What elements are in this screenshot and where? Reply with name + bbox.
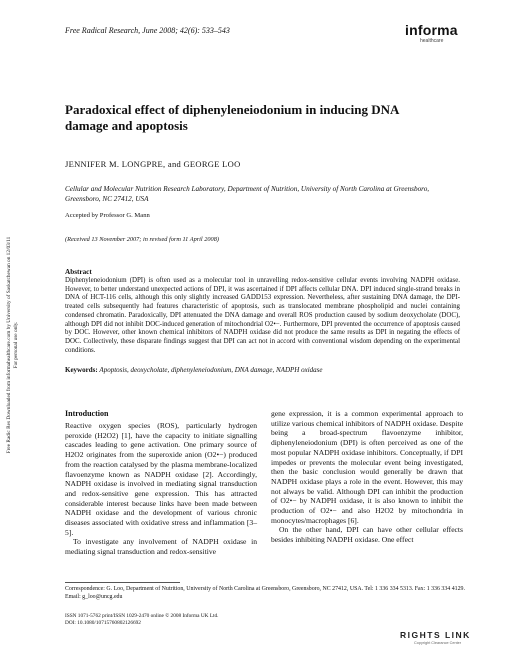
watermark-line: Free Radic Res Downloaded from informahealthcare.com by University of Saskatchewan on 12/03/11 bbox=[6, 236, 12, 454]
received-dates: (Received 13 November 2007; in revised form 11 April 2008) bbox=[65, 236, 219, 243]
left-column bbox=[65, 421, 257, 557]
abstract-text: Diphenyleneiodonium (DPI) is often used as a molecular tool in unravelling redox-sensitive cellular events involving NADPH oxidase. However, to better understand unexpected actions of DPI, it was ascertained if DPI affects cellular DNA. DPI induced single-strand breaks in DNA of HCT-116 cells, although this only slightly increased GADD153 expression. Nevertheless, after sustaining DNA damage, the DPI-treated cells subsequently had features characteristic of apoptosis, such as translocated membrane phospholipid and nuclei containing condensed chromatin. Paradoxically, DPI attenuated the DNA damage and overall ROS production caused by sodium deoxycholate (DOC), although DPI did not inhibit DOC-induced generation of mitochondrial O2•−. Furthermore, DPI prevented the occurrence of apoptosis caused by DOC. However, other known chemical inhibitors of NADPH oxidase did not produce the same results as DPI in negating the effects of DOC. Collectively, these disparate findings suggest that DPI can act not in accord with conventional wisdom depending on the experimental conditions. bbox=[65, 277, 460, 354]
download-watermark bbox=[2, 150, 24, 540]
abstract-heading: Abstract bbox=[65, 268, 92, 276]
journal-citation: Free Radical Research, June 2008; 42(6): 533–543 bbox=[65, 26, 230, 35]
correspondence-note: Correspondence: G. Loo, Department of Nutrition, University of North Carolina at Greensboro, Greensboro, NC 27412, USA. Tel: 1 336 334 5313. Fax: 1 336 334 4129. Email: g_loo@uncg.edu bbox=[65, 586, 465, 600]
keywords bbox=[65, 366, 465, 374]
issn: ISSN 1071-5762 print/ISSN 1029-2470 online © 2008 Informa UK Ltd. bbox=[65, 613, 219, 619]
footnote-divider bbox=[65, 582, 180, 583]
rightslink-sub: Copyright Clearance Center bbox=[414, 641, 462, 645]
keywords-list: Apoptosis, deoxycholate, diphenyleneiodonium, DNA damage, NADPH oxidase bbox=[99, 366, 323, 374]
paragraph: To investigate any involvement of NADPH oxidase in mediating signal transduction and redox-sensitive bbox=[65, 537, 257, 557]
accepted-note: Accepted by Professor G. Mann bbox=[65, 212, 150, 219]
rightslink-logo[interactable]: RIGHTS LINK bbox=[400, 630, 471, 640]
keywords-label: Keywords: bbox=[65, 366, 98, 374]
right-column bbox=[271, 409, 463, 545]
authors: JENNIFER M. LONGPRE, and GEORGE LOO bbox=[65, 159, 241, 169]
doi: DOI: 10.1080/10715760802126692 bbox=[65, 620, 141, 626]
publisher-logo: informa bbox=[405, 22, 458, 38]
publisher-logo-sub: healthcare bbox=[420, 38, 444, 44]
watermark-line: For personal use only. bbox=[13, 321, 19, 369]
paragraph: Reactive oxygen species (ROS), particularly hydrogen peroxide (H2O2) [1], have the capacity to initiate signalling cascades leading to gene activation. One primary source of H2O2 originates from the superoxide anion (O2•−) produced from the reaction catalysed by the plasma membrane-localized flavoenzyme known as NADPH oxidase [2]. Accordingly, NADPH oxidase is involved in mediating signal transduction and redox-sensitive gene expression. This has attracted considerable interest because links have been made between NADPH oxidase and the development of various chronic diseases associated with oxidative stress and inflammation [3–5]. bbox=[65, 421, 257, 537]
article-title: Paradoxical effect of diphenyleneiodonium in inducing DNA damage and apoptosis bbox=[65, 102, 399, 133]
paragraph: On the other hand, DPI can have other cellular effects besides inhibiting NADPH oxidase. One effect bbox=[271, 525, 463, 545]
issn-doi bbox=[65, 613, 365, 627]
paragraph: gene expression, it is a common experimental approach to utilize various chemical inhibitors of NADPH oxidase. Despite being a broad-spectrum flavoenzyme inhibitor, diphenyleneiodonium (DPI) is often perceived as one of the most popular NADPH oxidase inhibitors. Conceptually, if DPI impedes or prevents the molecular event being investigated, then the basic conclusion would generally be drawn that NADPH oxidase plays a role in the event. However, this may not always be valid. Although DPI can inhibit the production of O2•− by NADPH oxidase, it is also known to inhibit the production of O2•− and also H2O2 by mitochondria in monocytes/macrophages [6]. bbox=[271, 409, 463, 525]
introduction-heading: Introduction bbox=[65, 409, 109, 418]
affiliation: Cellular and Molecular Nutrition Research Laboratory, Department of Nutrition, University of North Carolina at Greensboro, Greensboro, NC 27412, USA bbox=[65, 185, 430, 203]
